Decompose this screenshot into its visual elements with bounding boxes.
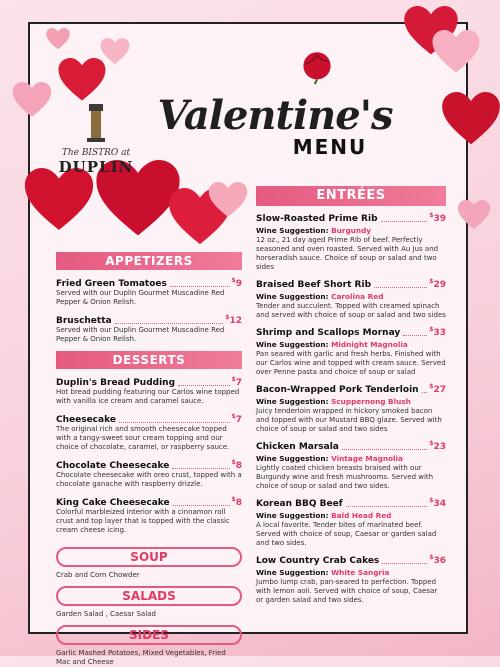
menu-item bbox=[56, 277, 242, 307]
wine-label: Wine Suggestion: bbox=[256, 511, 329, 520]
price-currency: $ bbox=[429, 554, 434, 561]
price-value: 7 bbox=[235, 415, 242, 425]
price-currency: $ bbox=[231, 277, 236, 284]
item-row bbox=[256, 497, 446, 509]
title-menu: MENU bbox=[292, 135, 368, 159]
left-column bbox=[56, 252, 242, 667]
leader-dots bbox=[342, 449, 427, 450]
entrees-heading: ENTRÉES bbox=[256, 186, 446, 206]
soup-heading: SOUP bbox=[56, 547, 242, 567]
wine-suggestion bbox=[256, 340, 446, 349]
price-currency: $ bbox=[429, 278, 434, 285]
item-price bbox=[429, 212, 446, 224]
item-name: Braised Beef Short Rib bbox=[256, 280, 372, 290]
salads-heading: SALADS bbox=[56, 586, 242, 606]
appetizers-heading: APPETIZERS bbox=[56, 252, 242, 270]
item-price bbox=[232, 413, 242, 425]
item-price bbox=[429, 554, 446, 566]
leader-dots bbox=[178, 385, 230, 386]
heart-icon bbox=[442, 92, 500, 146]
menu-item bbox=[256, 383, 446, 434]
menu-item bbox=[56, 413, 242, 452]
item-name: Duplin's Bread Pudding bbox=[56, 378, 176, 388]
heart-icon bbox=[208, 182, 248, 218]
item-row bbox=[256, 554, 446, 566]
item-row bbox=[256, 383, 446, 395]
title-script: Valentine's bbox=[157, 92, 393, 139]
menu-item bbox=[56, 314, 242, 344]
item-row bbox=[256, 212, 446, 224]
heart-icon bbox=[298, 50, 336, 84]
item-name: Fried Green Tomatoes bbox=[56, 279, 167, 289]
price-value: 27 bbox=[433, 385, 446, 395]
price-value: 29 bbox=[433, 280, 446, 290]
wine-name: Midnight Magnolia bbox=[331, 340, 408, 349]
wine-name: Bald Head Red bbox=[331, 511, 392, 520]
item-name: Slow-Roasted Prime Rib bbox=[256, 214, 378, 224]
heart-icon bbox=[432, 30, 480, 74]
price-value: 8 bbox=[235, 498, 242, 508]
item-row bbox=[56, 376, 242, 388]
item-description: 12 oz., 21 day aged Prime Rib of beef. Perfectly seasoned and oven roasted. Served with Au Jus and horseradish sauce. Choice of soup or salad and two sides bbox=[256, 236, 439, 271]
wine-name: Carolina Red bbox=[331, 292, 384, 301]
item-description: The original rich and smooth cheesecake topped with a tangy-sweet sour cream topping and our choice of chocolate, caramel, or raspberry sauce. bbox=[56, 425, 230, 451]
item-price bbox=[429, 326, 446, 338]
wine-suggestion bbox=[256, 397, 446, 406]
price-currency: $ bbox=[225, 314, 230, 321]
item-row bbox=[256, 278, 446, 290]
item-price bbox=[232, 376, 242, 388]
menu-item bbox=[256, 440, 446, 491]
logo-line1: The BISTRO at bbox=[61, 148, 131, 158]
price-currency: $ bbox=[429, 212, 434, 219]
price-currency: $ bbox=[231, 459, 236, 466]
item-description: A local favorite. Tender bites of marinated beef. Served with choice of soup, Caesar or garden salad and two sides. bbox=[256, 521, 437, 547]
wine-suggestion bbox=[256, 511, 446, 520]
item-description: Colorful marbleized interior with a cinnamon roll crust and top layer that is topped with the classic cream cheese icing. bbox=[56, 508, 230, 534]
menu-item bbox=[56, 376, 242, 406]
wine-suggestion bbox=[256, 226, 446, 235]
wine-suggestion bbox=[256, 292, 446, 301]
item-price bbox=[225, 314, 242, 326]
leader-dots bbox=[381, 221, 428, 222]
leader-dots bbox=[172, 468, 229, 469]
sides-text: Garlic Mashed Potatoes, Mixed Vegetables, Fried Mac and Cheese bbox=[56, 649, 226, 666]
item-row bbox=[56, 413, 242, 425]
price-value: 39 bbox=[433, 214, 446, 224]
leader-dots bbox=[173, 505, 230, 506]
wine-label: Wine Suggestion: bbox=[256, 397, 329, 406]
item-row bbox=[56, 496, 242, 508]
wine-suggestion bbox=[256, 454, 446, 463]
heart-icon bbox=[458, 200, 490, 230]
heart-icon bbox=[58, 58, 106, 102]
item-price bbox=[429, 497, 446, 509]
leader-dots bbox=[119, 422, 230, 423]
menu-item bbox=[256, 278, 446, 320]
item-price bbox=[429, 440, 446, 452]
item-row bbox=[56, 277, 242, 289]
item-row bbox=[256, 326, 446, 338]
page-title bbox=[150, 92, 400, 159]
item-price bbox=[232, 277, 242, 289]
menu-item bbox=[56, 459, 242, 489]
wine-name: White Sangria bbox=[331, 568, 390, 577]
item-row bbox=[56, 459, 242, 471]
item-description: Jumbo lump crab, pan-seared to perfection. Topped with lemon aoli. Served with choice of soup, Caesar or garden salad and two sides. bbox=[256, 578, 438, 604]
item-description: Pan seared with garlic and fresh herbs. Finished with our Carlos wine and topped with cream sauce. Served over Penne pasta and choice of soup or salad bbox=[256, 350, 446, 376]
item-row bbox=[56, 314, 242, 326]
item-name: Korean BBQ Beef bbox=[256, 499, 343, 509]
price-currency: $ bbox=[429, 497, 434, 504]
leader-dots bbox=[403, 335, 427, 336]
price-currency: $ bbox=[231, 413, 236, 420]
desserts-heading: DESSERTS bbox=[56, 351, 242, 369]
leader-dots bbox=[422, 392, 428, 393]
item-row bbox=[256, 440, 446, 452]
leader-dots bbox=[170, 286, 230, 287]
price-currency: $ bbox=[231, 496, 236, 503]
price-currency: $ bbox=[429, 383, 434, 390]
wine-name: Vintage Magnolia bbox=[331, 454, 403, 463]
item-description: Served with our Duplin Gourmet Muscadine Red Pepper & Onion Relish. bbox=[56, 289, 225, 306]
price-value: 33 bbox=[433, 328, 446, 338]
heart-icon bbox=[100, 38, 130, 65]
wine-suggestion bbox=[256, 568, 446, 577]
wine-name: Scuppernong Blush bbox=[331, 397, 411, 406]
item-name: Low Country Crab Cakes bbox=[256, 556, 380, 566]
wine-label: Wine Suggestion: bbox=[256, 454, 329, 463]
wine-label: Wine Suggestion: bbox=[256, 226, 329, 235]
logo-line2: DUPLIN bbox=[58, 158, 134, 176]
item-description: Tender and succulent. Topped with creamed spinach and served with choice of soup or salad and two sides bbox=[256, 302, 446, 319]
salads-text: Garden Salad , Caesar Salad bbox=[56, 610, 156, 618]
heart-icon bbox=[24, 168, 94, 232]
bistro-logo bbox=[46, 100, 146, 176]
item-price bbox=[429, 278, 446, 290]
item-price bbox=[232, 496, 242, 508]
price-value: 12 bbox=[229, 316, 242, 326]
right-column bbox=[256, 186, 446, 605]
item-description: Hot bread pudding featuring our Carlos wine topped with vanilla ice cream and caramel sauce. bbox=[56, 388, 240, 405]
item-name: Cheesecake bbox=[56, 415, 116, 425]
menu-item bbox=[256, 212, 446, 272]
menu-item bbox=[256, 497, 446, 548]
item-name: Shrimp and Scallops Mornay bbox=[256, 328, 401, 338]
price-value: 34 bbox=[433, 499, 446, 509]
item-name: Bacon-Wrapped Pork Tenderloin bbox=[256, 385, 419, 395]
item-price bbox=[429, 383, 446, 395]
leader-dots bbox=[346, 506, 428, 507]
item-description: Served with our Duplin Gourmet Muscadine Red Pepper & Onion Relish. bbox=[56, 326, 225, 343]
price-value: 7 bbox=[235, 378, 242, 388]
item-name: King Cake Cheesecake bbox=[56, 498, 170, 508]
price-currency: $ bbox=[231, 376, 236, 383]
item-name: Bruschetta bbox=[56, 316, 112, 326]
item-name: Chocolate Cheesecake bbox=[56, 461, 170, 471]
leader-dots bbox=[115, 323, 224, 324]
soup-text: Crab and Corn Chowder bbox=[56, 571, 140, 579]
price-value: 23 bbox=[433, 442, 446, 452]
item-description: Lightly coated chicken breasts braised with our Burgundy wine and fresh mushrooms. Served with choice of soup or salad and two sides. bbox=[256, 464, 434, 490]
wine-label: Wine Suggestion: bbox=[256, 340, 329, 349]
item-description: Juicy tenderloin wrapped in hickory smoked bacon and topped with our Mustard BBQ glaze. Served with choice of soup or salad and two sides bbox=[256, 407, 442, 433]
price-value: 36 bbox=[433, 556, 446, 566]
menu-item bbox=[256, 326, 446, 377]
price-currency: $ bbox=[429, 440, 434, 447]
wine-label: Wine Suggestion: bbox=[256, 292, 329, 301]
wine-name: Burgundy bbox=[331, 226, 372, 235]
menu-item bbox=[56, 496, 242, 535]
menu-item bbox=[256, 554, 446, 605]
heart-icon bbox=[46, 28, 70, 50]
wine-label: Wine Suggestion: bbox=[256, 568, 329, 577]
price-value: 8 bbox=[235, 461, 242, 471]
item-price bbox=[232, 459, 242, 471]
sides-heading: SIDES bbox=[56, 625, 242, 645]
leader-dots bbox=[374, 287, 427, 288]
item-description: Chocolate cheesecake with oreo crust, topped with a chocolate ganache with raspberry drizzle. bbox=[56, 471, 242, 488]
price-value: 9 bbox=[235, 279, 242, 289]
lighthouse-icon bbox=[83, 100, 109, 142]
item-name: Chicken Marsala bbox=[256, 442, 339, 452]
leader-dots bbox=[382, 563, 427, 564]
price-currency: $ bbox=[429, 326, 434, 333]
